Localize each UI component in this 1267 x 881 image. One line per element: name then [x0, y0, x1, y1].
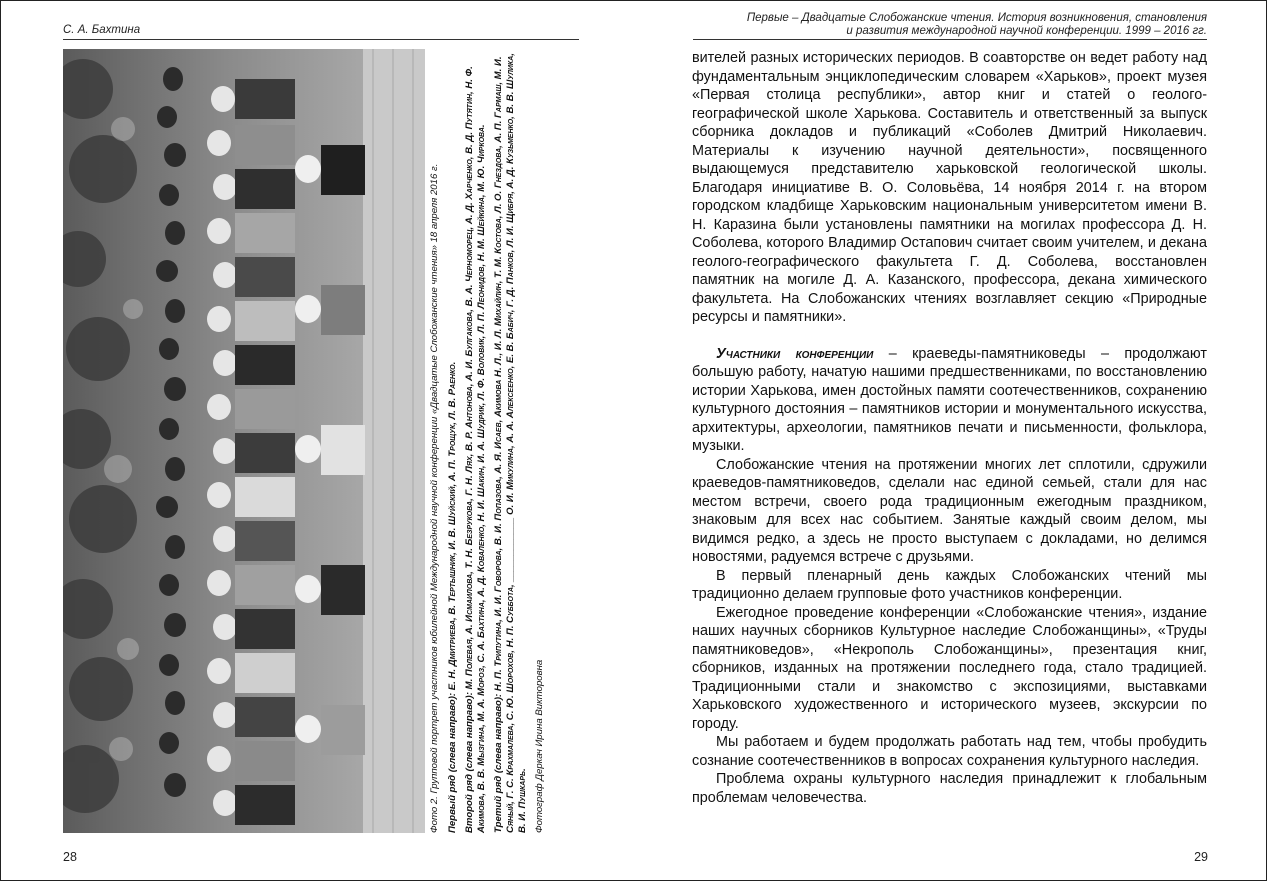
row-3-label: Третий ряд (слева направо): — [493, 693, 505, 833]
row-2-names: М. Полевая, А. Исмаилова, Т. Н. Безрукова, Г. Н. Лях, В. Р. Антонова, А. И. Булгакова, В. А. Черноморец, А. Д. Харченко, В. Д. Путятин, Н. Ф. Акимова, В. В. Мызгина, М. А. Мороз, С. А. Бахтина, А. Д. Коваленко, Н. И. Шакин, И. А. Шудрик, Л. Ф. Воловик, Л. П. Леонидов, Н. М. Шейкина, М. Ю. Чиркова. — [464, 66, 487, 833]
paragraph-7: Проблема охраны культурного наследия принадлежит к глобальным проблемам человечества. — [692, 771, 1207, 806]
left-running-head: С. А. Бахтина — [63, 24, 141, 36]
row-1-names: Е. Н. Дмитриева, В. Тертышник, И. В. Шуйский, А. П. Трощук, Л. В. Раенко. — [446, 361, 458, 691]
left-page-number: 28 — [63, 850, 77, 864]
body-text — [692, 49, 1207, 807]
paragraph-6: Мы работаем и будем продолжать работать над тем, чтобы пробудить сознание соотечественников в вопросах сохранения культурного наследия. — [692, 734, 1207, 769]
row-3-names: Н. П. Трипутина, И. И. Говорова, В. И. Попазова, А. Я. Исаев, Акимова Н. Л., И. Л. Михайлин, Т. М. Костова, Л. О. Гнездова, А. П. Гармаш, М. И. Сяный, Г. С. Крахмалева, С. Ю. Шорохов, Н. П. Суббота, ____________ О. И. Микулина, А. А. Алексеенко, Е. В. Бабич, Г. Д. Панков, Л. И. Щибря, А. Д. Кузьменко, В. В. Шулика, В. И. Пушкарь. — [493, 53, 528, 833]
row-1-label: Первый ряд (слева направо): — [446, 692, 458, 833]
left-page — [1, 1, 634, 881]
paragraph-2-lead: Участники конференции — [716, 345, 874, 362]
row-2-label: Второй ряд (слева направо): — [464, 692, 476, 833]
paragraph-4: В первый пленарный день каждых Слобожанских чтений мы традиционно делаем групповые фото участников конференции. — [692, 567, 1207, 602]
caption-row-1 — [447, 49, 459, 833]
caption-row-2 — [464, 49, 487, 833]
right-running-head — [687, 12, 1207, 38]
photo-credit: Фотограф Деркач Ирина Викторовна — [534, 659, 546, 833]
running-head-line-1: Первые – Двадцатые Слобожанские чтения. История возникновения, становления — [746, 12, 1207, 24]
paragraph-1: вителей разных исторических периодов. В соавторстве он ведет работу над фундаментальным энциклопедическим словарем «Харьков», проект музея «Первая столица республики», автор книг и статей о геолого-географической школе Харькова. Составитель и ответственный за выпуск сборника докладов и публикаций «Соболев Дмитрий Николаевич. Материалы к изучению научной деятельности», посвященного выдающемуся представителю харьковской геологической школы. Благодаря инициативе В. О. Соловьёва, 14 ноября 2014 г. на втором городском кладбище Харьковским национальным университетом имени В. Н. Каразина были установлены памятники на могилах профессора Д. Н. Соболева, которого Владимир Остапович считает своим учителем, и декана геолого-географического факультета Г. Д. Соболева, восстановлен памятник на могиле Д. А. Казанского, профессора, декана химического факультета. На Слобожанских чтениях возглавляет секцию «Природные ресурсы и памятники». — [692, 50, 1207, 325]
caption-title: Фото 2. Групповой портрет участников юбилейной Международной научной конференции «Двадцатые Слобожанские чтения» 18 апреля 2016 г. — [429, 163, 440, 833]
paragraph-2 — [692, 345, 1207, 456]
running-head-line-2: и развития международной научной конференции. 1999 – 2016 гг. — [846, 25, 1207, 37]
right-header-rule — [693, 39, 1207, 40]
right-page — [635, 1, 1267, 881]
left-header-rule — [63, 39, 579, 40]
photo-caption-wrapper — [429, 49, 579, 833]
paragraph-3: Слобожанские чтения на протяжении многих лет сплотили, сдружили краеведов-памятниковедов, сделали нас единой семьей, стали для нас местом встречи, своего рода традиционным ежегодным праздником, знаковым для всех нас событием. Занятые каждый своим делом, мы видимся редко, а здесь не просто выступаем с докладами, но делимся новостями, радуемся встрече с друзьями. — [692, 456, 1207, 565]
right-page-number: 29 — [1194, 850, 1208, 864]
caption-row-3 — [493, 49, 528, 833]
paragraph-5: Ежегодное проведение конференции «Слобожанские чтения», издание наших научных сборников Культурное наследие Слобожанщины», «Труды памятниковедов», «Некрополь Слобожанщины», презентация книг, сборников, изданных на протяжении последнего года, стало традицией. Традиционными стали и знакомство с экспозициями, выставками Харьковского художественного и исторического музеев, экскурсии по городу. — [692, 604, 1207, 732]
group-photo — [63, 49, 425, 833]
paragraph-2-rest: – краеведы-памятниковеды – продолжают большую работу, начатую нашими предшественниками, по восстановлению истории Харькова, имен достойных памяти соотечественников, сохранению культурного достояния – памятников истории и монументального искусства, архитектуры, археологии, памятников печати и письменности, фольклора, музыки. — [692, 345, 1207, 454]
photo-caption — [429, 49, 579, 833]
